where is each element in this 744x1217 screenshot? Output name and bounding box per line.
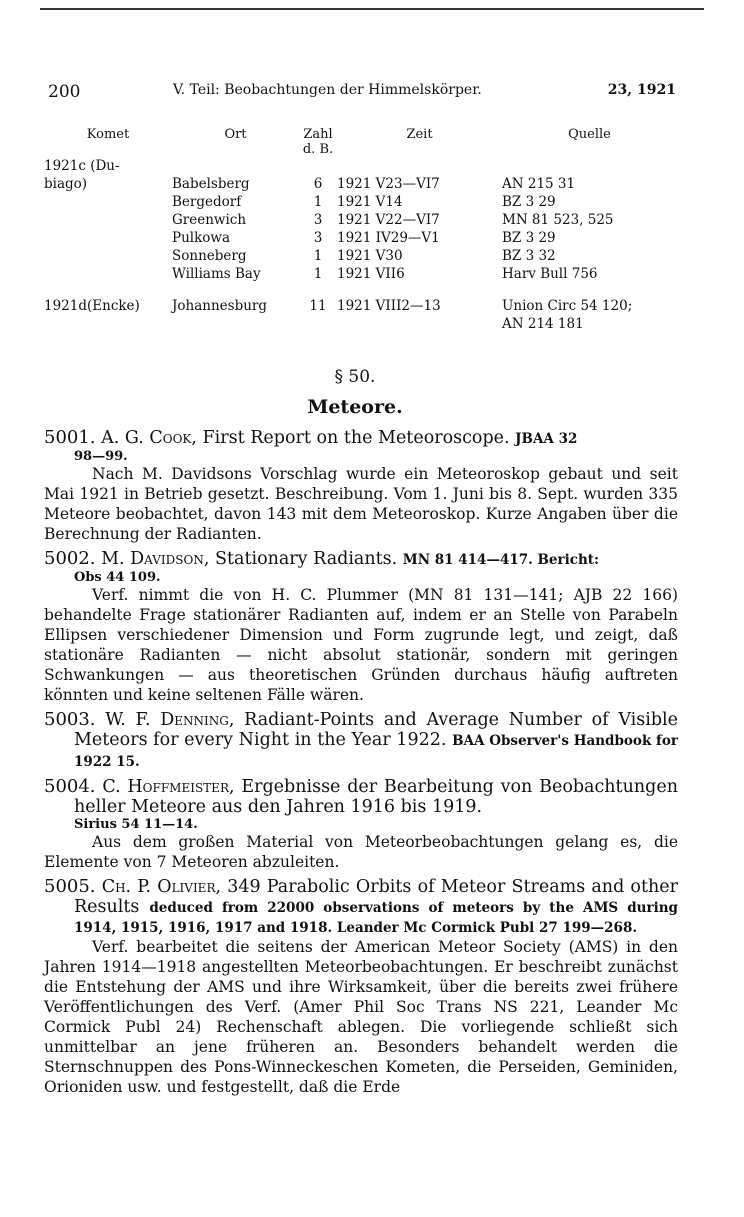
- quelle-cell: Union Circ 54 120;: [502, 298, 633, 314]
- quelle-cell: AN 215 31: [502, 176, 576, 192]
- entry-5002: [44, 549, 678, 705]
- entry-title: Radiant-Points and Average Number of Visible Meteors for every Night in the Year 1922.: [74, 710, 678, 750]
- entry-author: W. F. Denning,: [105, 710, 235, 730]
- zeit-cell: 1921 IV29—V1: [337, 230, 440, 246]
- zahl-cell: 3: [313, 212, 323, 228]
- entry-5003: [44, 710, 678, 772]
- zahl-cell: 11: [309, 298, 327, 314]
- ort-cell: Williams Bay: [172, 266, 261, 282]
- table-row: [44, 229, 677, 247]
- entry-heading: [44, 777, 678, 817]
- entry-journal: BAA Observer's Handbook for 1922 15.: [74, 733, 678, 770]
- quelle-cell: BZ 3 29: [502, 194, 556, 210]
- quelle-cell: BZ 3 29: [502, 230, 556, 246]
- entry-journal: deduced from 22000 observations of meteors by the AMS during 1914, 1915, 1916, 1917 and 1918. Leander Mc Cormick Publ 27 199—268.: [74, 900, 678, 936]
- zeit-cell: 1921 V30: [337, 248, 403, 264]
- entry-number: 5004.: [44, 776, 96, 797]
- zeit-cell: 1921 V14: [337, 194, 403, 210]
- running-header: [48, 82, 676, 104]
- entry-number: 5005.: [44, 876, 96, 897]
- header-zahl: Zahl d. B.: [302, 127, 334, 157]
- ort-cell: Johannesburg: [172, 298, 268, 314]
- zeit-cell: 1921 VIII2—13: [337, 298, 441, 314]
- entry-source: Sirius 54 11—14.: [74, 817, 198, 832]
- entry-body: Nach M. Davidsons Vorschlag wurde ein Meteoroskop gebaut und seit Mai 1921 in Betrieb gesetzt. Beschreibung. Vom 1. Juni bis 8. Sept. wurden 335 Meteore beobachtet, davon 143 mit dem Meteoroskop. Kurze Angaben über die Berechnung der Radianten.: [44, 465, 678, 543]
- header-ort: Ort: [224, 127, 247, 142]
- entry-heading: [44, 877, 678, 937]
- entry-title: Stationary Radiants.: [214, 549, 398, 569]
- entry-title: First Report on the Meteoroscope.: [202, 428, 510, 448]
- entry-source: Obs 44 109.: [74, 570, 161, 585]
- entry-author: A. G. Cook,: [101, 428, 197, 448]
- entry-journal: MN 81 414—417. Bericht:: [402, 552, 600, 568]
- running-header-right: 23, 1921: [607, 82, 676, 98]
- header-komet: Komet: [86, 127, 130, 142]
- entry-5005: [44, 877, 678, 1097]
- entry-body: Verf. bearbeitet die seitens der American Meteor Society (AMS) in den Jahren 1914—1918 angestellten Meteorbeobachtungen. Er beschreibt zunächst die Entstehung der AMS und ihre Wirksamkeit, über die bereits zwei frühere Veröffentlichungen des Verf. (Amer Phil Soc Trans NS 221, Leander Mc Cormick Publ 24) Rechenschaft ablegen. Die vorliegende schließt sich unmittelbar an jene früheren an. Besonders behandelt werden die Sternschnuppen des Pons-Winneckeschen Kometen, die Perseiden, Geminiden, Orioniden usw. und festgestellt, daß die Erde: [44, 938, 678, 1096]
- quelle-cell: BZ 3 32: [502, 248, 556, 264]
- section-title: Meteore.: [307, 396, 403, 418]
- entry-body: Verf. nimmt die von H. C. Plummer (MN 81 131—141; AJB 22 166) behandelte Frage stationärer Radianten auf, indem er an Stelle von Parabeln Ellipsen verschiedener Dimension und Form zugrunde legt, und zeigt, daß stationäre Radianten — nicht absolut stationär, sondern mit geringen Schwankungen — aus theoretischen Gründen durchaus häufig auftreten könnten und keine seltenen Fälle wären.: [44, 586, 678, 704]
- entry-number: 5001.: [44, 427, 96, 448]
- top-rule: [40, 8, 704, 10]
- table-row: [44, 157, 677, 175]
- komet-name: 1921d(Encke): [44, 298, 140, 314]
- table-row: [44, 297, 677, 315]
- komet-name-cont: biago): [44, 176, 88, 192]
- section-number: § 50.: [334, 367, 376, 387]
- table-row: [44, 211, 677, 229]
- entry-5001: [44, 428, 678, 544]
- header-quelle: Quelle: [568, 127, 611, 142]
- entry-title: Ergebnisse der Bearbeitung von Beobachtungen heller Meteore aus den Jahren 1916 bis 1919.: [74, 777, 678, 817]
- entry-title: 349 Parabolic Orbits of Meteor Streams and other Results: [74, 877, 678, 917]
- table-header-row: [44, 127, 677, 157]
- zahl-cell: 1: [313, 248, 323, 264]
- entry-body: Aus dem großen Material von Meteorbeobachtungen gelang es, die Elemente von 7 Meteoren abzuleiten.: [44, 833, 678, 871]
- table-row: [44, 315, 677, 333]
- entry-5004: [44, 777, 678, 872]
- zeit-cell: 1921 V22—VI7: [337, 212, 440, 228]
- entry-journal: JBAA 32: [515, 431, 578, 447]
- entry-heading: [44, 710, 678, 772]
- table-row: [44, 193, 677, 211]
- ort-cell: Sonneberg: [172, 248, 247, 264]
- komet-name: 1921c (Du-: [44, 158, 120, 174]
- entry-source: 98—99.: [74, 449, 128, 464]
- quelle-cell: MN 81 523, 525: [502, 212, 614, 228]
- ort-cell: Bergedorf: [172, 194, 242, 210]
- entry-number: 5002.: [44, 548, 96, 569]
- entry-heading: [44, 549, 678, 570]
- entry-author: Ch. P. Olivier,: [101, 877, 222, 897]
- quelle-cell-cont: AN 214 181: [502, 316, 584, 332]
- entry-author: M. Davidson,: [101, 549, 210, 569]
- zahl-cell: 1: [313, 194, 323, 210]
- entry-author: C. Hoffmeister,: [102, 777, 235, 797]
- zahl-cell: 6: [313, 176, 323, 192]
- table-row: [44, 247, 677, 265]
- zeit-cell: 1921 VII6: [337, 266, 405, 282]
- table-row: [44, 175, 677, 193]
- ort-cell: Pulkowa: [172, 230, 231, 246]
- quelle-cell: Harv Bull 756: [502, 266, 598, 282]
- zahl-cell: 3: [313, 230, 323, 246]
- table-row: [44, 265, 677, 283]
- zahl-cell: 1: [313, 266, 323, 282]
- comet-observation-table: [44, 127, 677, 333]
- page-number: 200: [48, 82, 81, 102]
- entry-heading: [44, 428, 678, 449]
- zeit-cell: 1921 V23—VI7: [337, 176, 440, 192]
- bibliography-entries: [44, 428, 678, 1102]
- entry-number: 5003.: [44, 709, 96, 730]
- ort-cell: Babelsberg: [172, 176, 250, 192]
- ort-cell: Greenwich: [172, 212, 247, 228]
- header-zeit: Zeit: [406, 127, 433, 142]
- running-title: V. Teil: Beobachtungen der Himmelskörper.: [173, 82, 482, 98]
